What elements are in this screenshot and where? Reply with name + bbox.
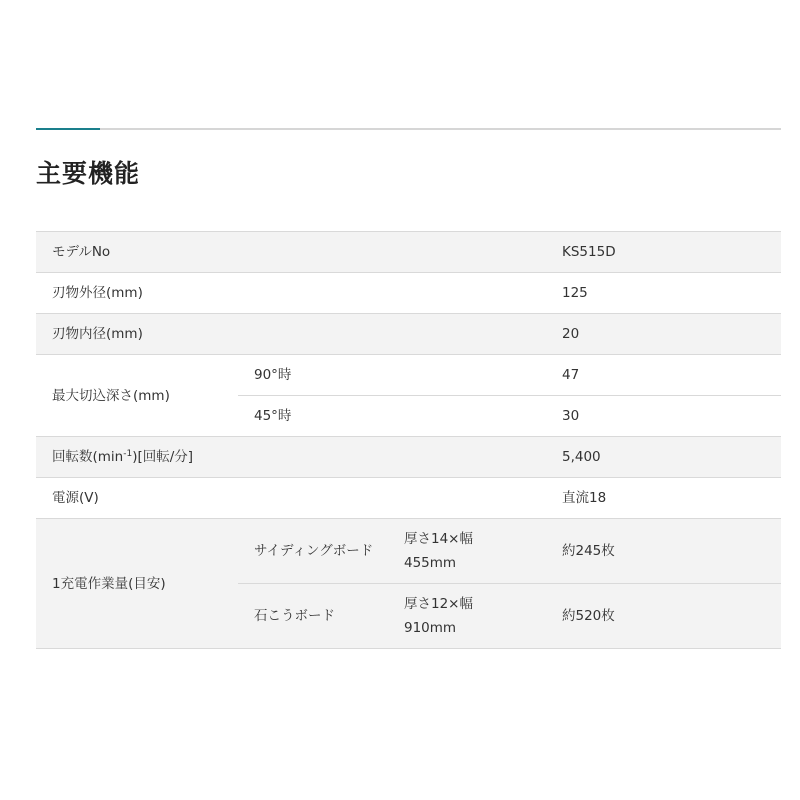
spec-label: 刃物外径(mm)	[36, 273, 546, 314]
rpm-label-pre: 回転数(min	[52, 449, 124, 465]
spec-row-rpm	[36, 437, 781, 478]
spec-material: 石こうボード	[238, 584, 388, 649]
spec-row-blade-inner	[36, 314, 781, 355]
spec-sub-label: 45°時	[238, 396, 546, 437]
spec-value: 約245枚	[546, 519, 781, 584]
spec-size-line: 910mm	[404, 620, 457, 636]
spec-value: 47	[546, 355, 781, 396]
spec-label	[36, 437, 546, 478]
spec-size-line: 厚さ12×幅	[404, 596, 473, 612]
spec-row-work-siding	[36, 519, 781, 584]
section-divider	[36, 128, 781, 130]
rpm-label-sup: -1	[123, 449, 133, 459]
spec-size-line: 厚さ14×幅	[404, 531, 473, 547]
spec-size-line: 455mm	[404, 555, 457, 571]
spec-row-max-depth-90	[36, 355, 781, 396]
spec-row-power	[36, 478, 781, 519]
spec-value: 約520枚	[546, 584, 781, 649]
spec-row-blade-outer	[36, 273, 781, 314]
spec-value: 30	[546, 396, 781, 437]
spec-label: 最大切込深さ(mm)	[36, 355, 238, 437]
spec-row-model	[36, 232, 781, 273]
spec-label: 電源(V)	[36, 478, 546, 519]
spec-size	[388, 584, 546, 649]
section-divider-accent	[36, 128, 100, 130]
spec-sub-label: 90°時	[238, 355, 546, 396]
spec-value: 20	[546, 314, 781, 355]
spec-label: モデルNo	[36, 232, 546, 273]
spec-value: KS515D	[546, 232, 781, 273]
spec-size	[388, 519, 546, 584]
spec-material: サイディングボード	[238, 519, 388, 584]
section-title: 主要機能	[36, 159, 141, 188]
rpm-label-post: )[回転/分]	[132, 449, 194, 465]
spec-value: 125	[546, 273, 781, 314]
spec-value: 直流18	[546, 478, 781, 519]
spec-label: 1充電作業量(目安)	[36, 519, 238, 649]
spec-table	[36, 231, 781, 649]
spec-value: 5,400	[546, 437, 781, 478]
spec-label: 刃物内径(mm)	[36, 314, 546, 355]
